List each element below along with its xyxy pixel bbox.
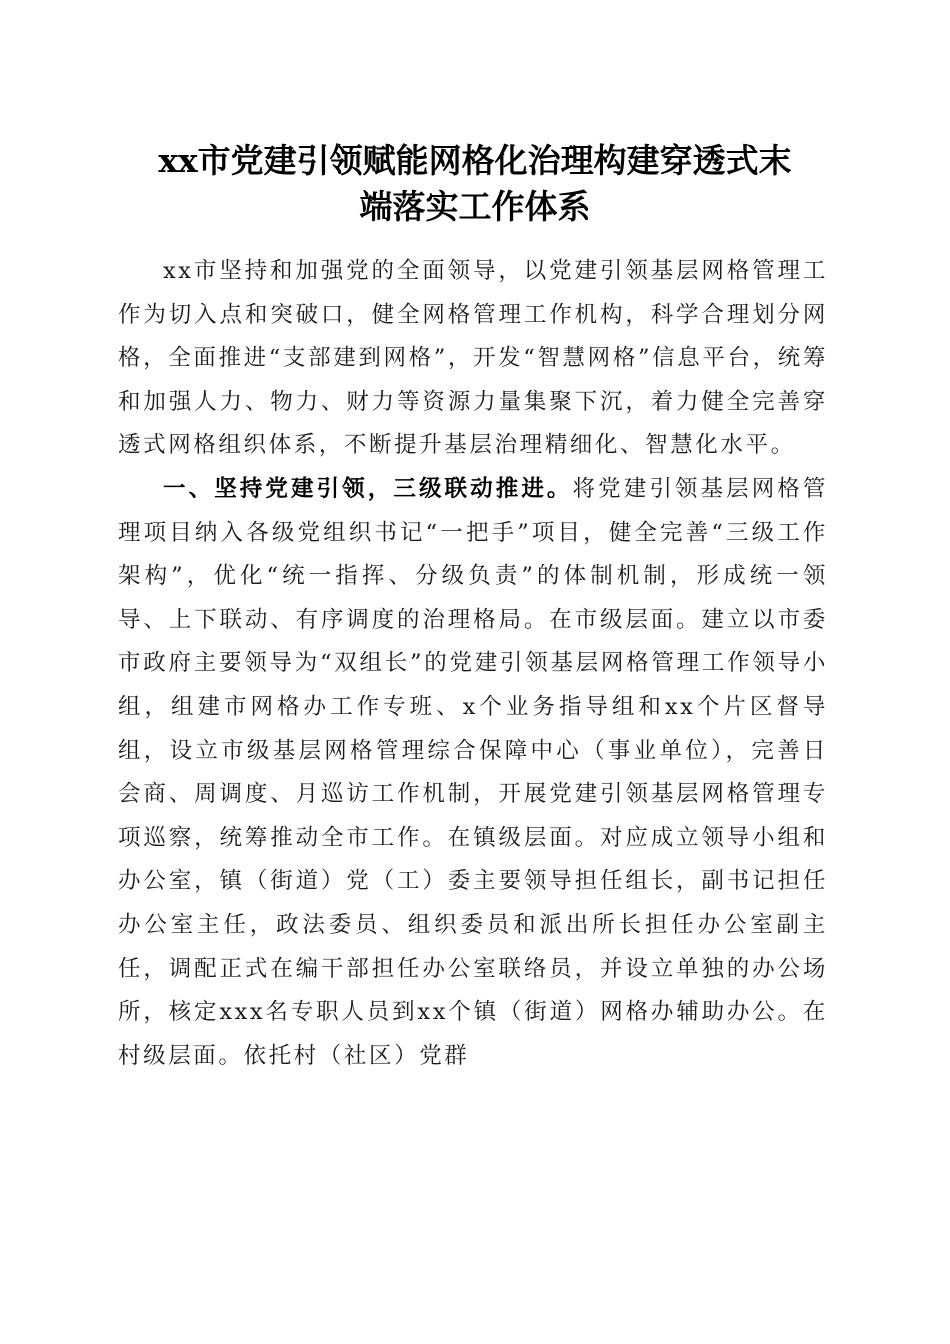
title-line-1: xx市党建引领赋能网格化治理构建穿透式末 (158, 141, 792, 180)
intro-paragraph: xx市坚持和加强党的全面领导，以党建引领基层网格管理工作为切入点和突破口，健全网格管理工作机构，科学合理划分网格，全面推进“支部建到网格”，开发“智慧网格”信息平台，统筹和加强人力、物力、财力等资源力量集聚下沉，着力健全完善穿透式网格组织体系，不断提升基层治理精细化、智慧化水平。 (118, 258, 828, 459)
document-body (118, 250, 828, 1078)
document-title (0, 138, 950, 230)
section-1-paragraph (118, 468, 828, 1078)
title-line-2: 端落实工作体系 (359, 187, 591, 226)
section-1-heading: 一、坚持党建引领，三级联动推进。 (163, 475, 573, 502)
section-1-body: 将党建引领基层网格管理项目纳入各级党组织书记“一把手”项目，健全完善“三级工作架构”，优化“统一指挥、分级负责”的体制机制，形成统一领导、上下联动、有序调度的治理格局。在市级层面。建立以市委市政府主要领导为“双组长”的党建引领基层网格管理工作领导小组，组建市网格办工作专班、x个业务指导组和xx个片区督导组，设立市级基层网格管理综合保障中心（事业单位），完善日会商、周调度、月巡访工作机制，开展党建引领基层网格管理专项巡察，统筹推动全市工作。在镇级层面。对应成立领导小组和办公室，镇（街道）党（工）委主要领导担任组长，副书记担任办公室主任，政法委员、组织委员和派出所长担任办公室副主任，调配正式在编干部担任办公室联络员，并设立单独的办公场所，核定xxx名专职人员到xx个镇（街道）网格办辅助办公。在村级层面。依托村（社区）党群 (118, 475, 828, 1069)
